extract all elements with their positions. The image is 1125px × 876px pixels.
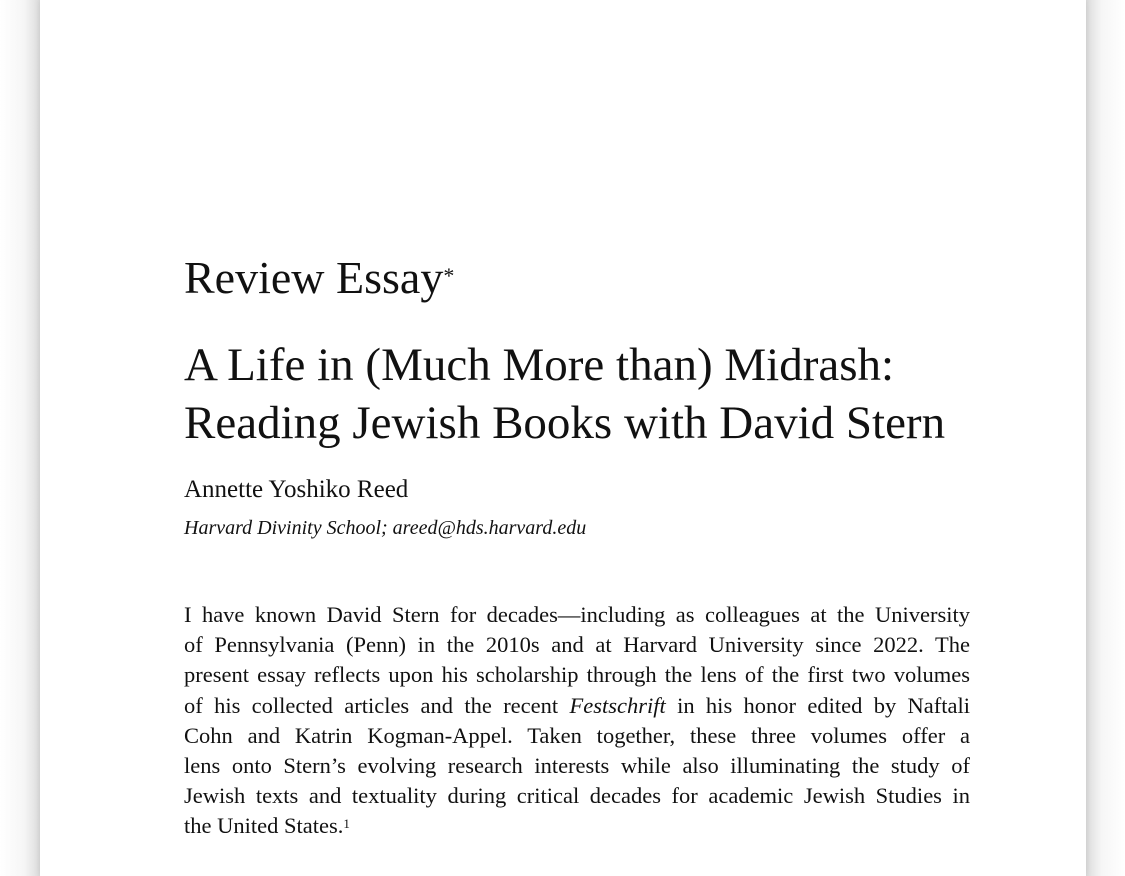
- abstract-line-4-before: of his collected articles and the recent: [184, 692, 570, 718]
- abstract-line: lens onto Stern’s evolving research interests while also illuminating the study of: [184, 752, 970, 778]
- essay-type-label: Review Essay: [184, 252, 444, 303]
- article-title: [184, 336, 984, 452]
- title-line-1: A Life in (Much More than) Midrash:: [184, 339, 895, 391]
- abstract-line-4-after: in his honor edited by Naftali: [665, 692, 971, 718]
- abstract-line-last: [184, 811, 970, 841]
- abstract-line-8-text: the United States.: [184, 813, 344, 839]
- abstract-line: of Pennsylvania (Penn) in the 2010s and at Harvard University since 2022. The: [184, 632, 970, 658]
- abstract-line: Cohn and Katrin Kogman-Appel. Taken together, these three volumes offer a: [184, 722, 970, 748]
- essay-type-heading: [184, 250, 454, 306]
- abstract-paragraph: [184, 600, 970, 842]
- abstract-line: I have known David Stern for decades—including as colleagues at the University: [184, 602, 970, 627]
- abstract-line: present essay reflects upon his scholarship through the lens of the first two volumes: [184, 662, 970, 688]
- abstract-line: Jewish texts and textuality during critical decades for academic Jewish Studies in: [184, 783, 970, 809]
- essay-type-footnote-mark[interactable]: *: [443, 263, 455, 288]
- page-shadow-left: [0, 0, 40, 876]
- document-page: [40, 0, 1086, 876]
- abstract-footnote-mark[interactable]: 1: [343, 816, 350, 832]
- page-shadow-right: [1086, 0, 1125, 876]
- abstract-italic-term: Festschrift: [569, 692, 666, 718]
- author-affiliation: Harvard Divinity School; areed@hds.harvard.edu: [184, 517, 587, 539]
- author-name: Annette Yoshiko Reed: [184, 476, 409, 503]
- title-line-2: Reading Jewish Books with David Stern: [184, 397, 946, 449]
- abstract-line-with-italic: [184, 691, 970, 721]
